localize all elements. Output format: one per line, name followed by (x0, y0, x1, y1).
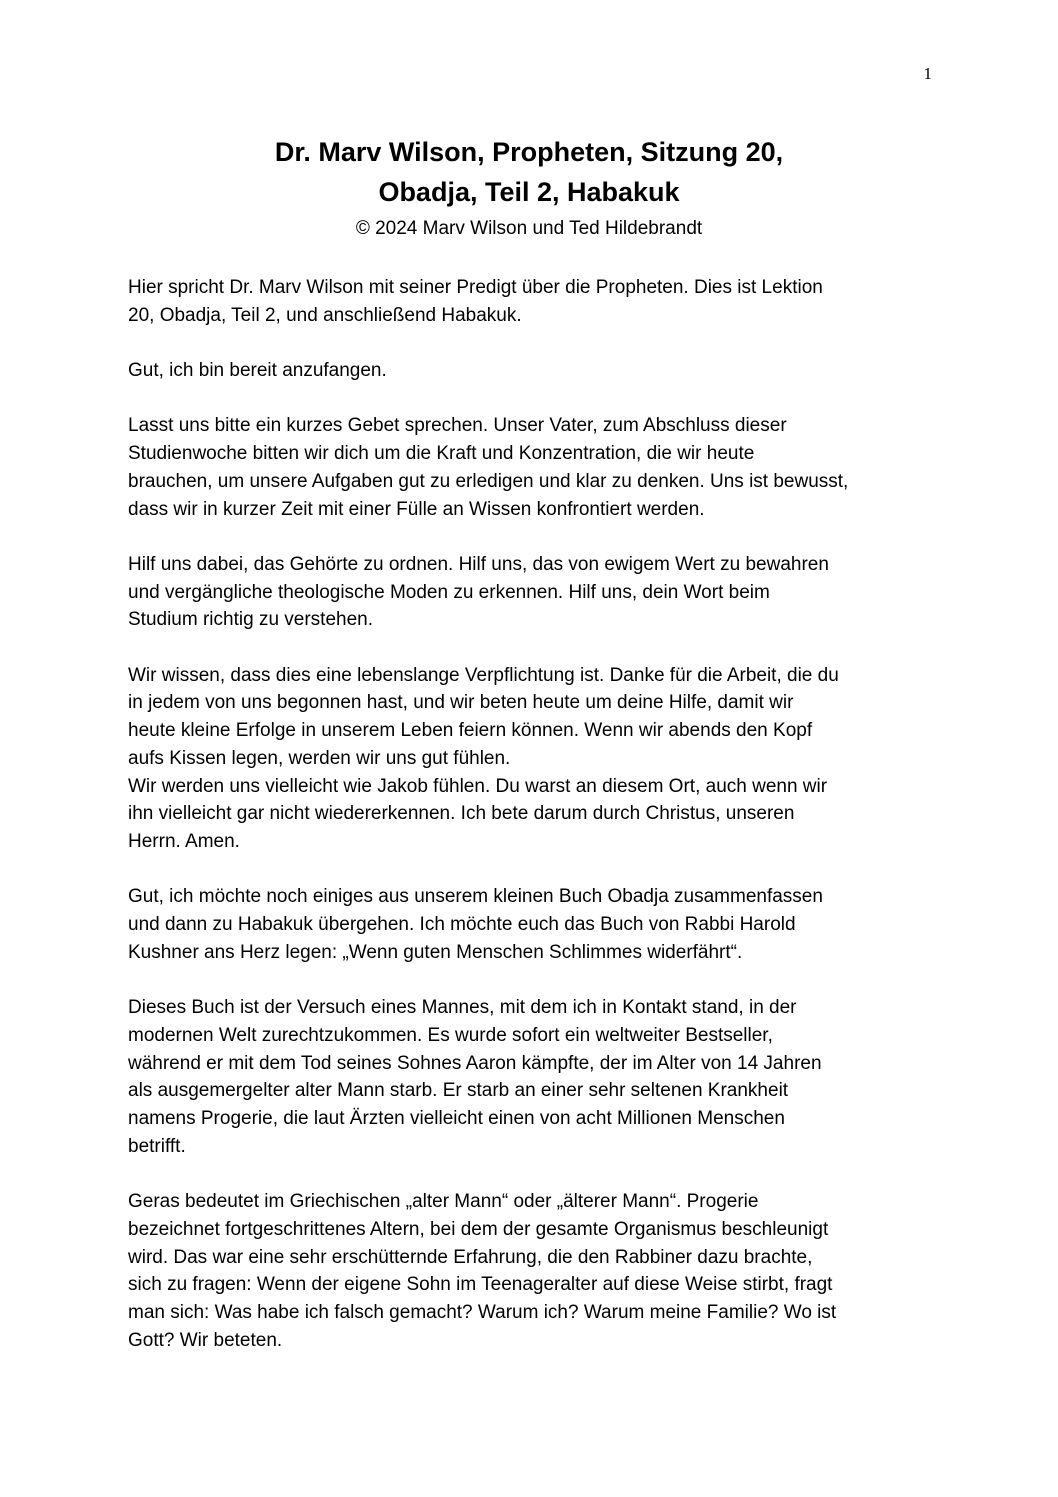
paragraph-prayer-1: Lasst uns bitte ein kurzes Gebet sprechen. Unser Vater, zum Abschluss dieser Studienwoche bitten wir dich um die Kraft und Konzentration, die wir heute brauchen, um unsere Aufgaben gut zu erledigen und klar zu denken. Uns ist bewusst, dass wir in kurzer Zeit mit einer Fülle an Wissen konfrontiert werden. (128, 415, 849, 520)
paragraph-kushner-book: Dieses Buch ist der Versuch eines Mannes, mit dem ich in Kontakt stand, in der modernen Welt zurechtzukommen. Es wurde sofort ein weltweiter Bestseller, während er mit dem Tod seines Sohnes Aaron kämpfte, der im Alter von 14 Jahren als ausgemergelter alter Mann starb. Er starb an einer sehr seltenen Krankheit namens Progerie, die laut Ärzten vielleicht einen von acht Millionen Menschen betrifft. (128, 997, 822, 1157)
document-header (0, 132, 1058, 242)
copyright-notice: © 2024 Marv Wilson und Ted Hildebrandt (355, 218, 703, 239)
document-title-line-2: Obadja, Teil 2, Habakuk (378, 177, 680, 207)
document-body (128, 274, 944, 1382)
paragraph-prayer-4: Wir werden uns vielleicht wie Jakob fühlen. Du warst an diesem Ort, auch wenn wir ihn vielleicht gar nicht wiedererkennen. Ich bete darum durch Christus, unseren Herrn. Amen. (128, 775, 828, 852)
paragraph-prayer-2: Hilf uns dabei, das Gehörte zu ordnen. Hilf uns, das von ewigem Wert zu bewahren und vergängliche theologische Moden zu erkennen. Hilf uns, dein Wort beim Studium richtig zu verstehen. (128, 553, 829, 631)
document-title-line-1: Dr. Marv Wilson, Propheten, Sitzung 20, (274, 137, 784, 167)
page-number: 1 (923, 64, 932, 83)
paragraph-ready: Gut, ich bin bereit anzufangen. (128, 360, 387, 382)
paragraph-obadja-summary: Gut, ich möchte noch einiges aus unserem kleinen Buch Obadja zusammenfassen und dann zu Habakuk übergehen. Ich möchte euch das Buch von Rabbi Harold Kushner ans Herz legen: „Wenn guten Menschen Schlimmes widerfährt“. (128, 886, 823, 963)
paragraph-prayer-3: Wir wissen, dass dies eine lebenslange Verpflichtung ist. Danke für die Arbeit, die du in jedem von uns begonnen hast, und wir beten heute um deine Hilfe, damit wir heute kleine Erfolge in unserem Leben feiern können. Wenn wir abends den Kopf aufs Kissen legen, werden wir uns gut fühlen. (128, 664, 839, 769)
paragraph-progerie: Geras bedeutet im Griechischen „alter Mann“ oder „älterer Mann“. Progerie bezeichnet fortgeschrittenes Altern, bei dem der gesamte Organismus beschleunigt wird. Das war eine sehr erschütternde Erfahrung, die den Rabbiner dazu brachte, sich zu fragen: Wenn der eigene Sohn im Teenageralter auf diese Weise stirbt, fragt man sich: Was habe ich falsch gemacht? Warum ich? Warum meine Familie? Wo ist Gott? Wir beteten. (128, 1191, 837, 1351)
paragraph-intro: Hier spricht Dr. Marv Wilson mit seiner Predigt über die Propheten. Dies ist Lektion 20, Obadja, Teil 2, und anschließend Habakuk. (128, 277, 823, 326)
